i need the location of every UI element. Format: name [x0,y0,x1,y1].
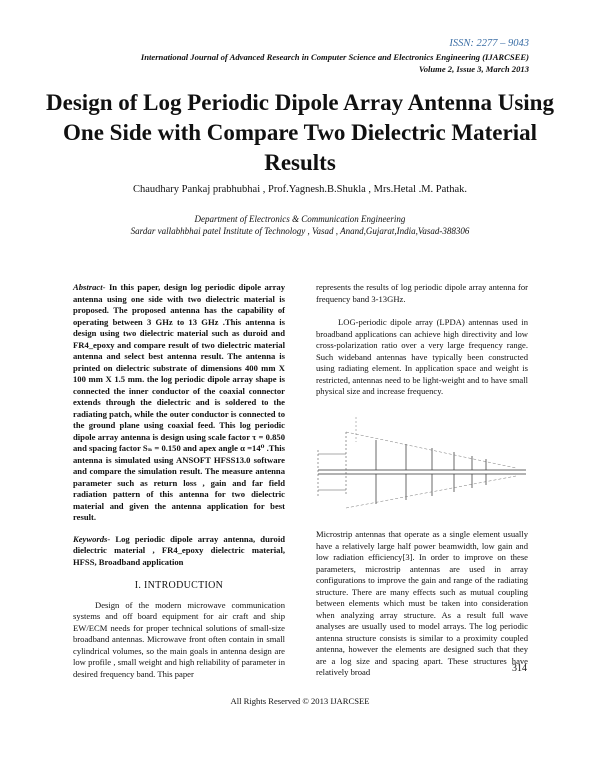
abstract [73,282,285,524]
abstract-label: Abstract- [73,282,106,292]
right-paragraph-3: Microstrip antennas that operate as a single element usually have a relatively large half power beamwidth, low gain and low radiation efficiency[3]. In order to improve on these parameters, microstrip antennas are used in array configurations to improve the gain and range of the radiating structure. There are many effects such as mutual coupling between elements which must be taken into consideration when analyzing array structure. As a result full wave analyses are usually used to model arrays. The log periodic antenna structure consists is similar to a proximity coupled antenna, however the elements are designed such that they are a log size and spacing apart. These structures have relatively broad [316,529,528,677]
section-heading-introduction: I. INTRODUCTION [134,580,224,591]
journal-header [0,51,529,75]
keywords [73,534,285,569]
journal-volume: Volume 2, Issue 3, March 2013 [418,64,529,74]
intro-paragraph: Design of the modern microwave communication systems and off board equipment for air craft and ship EW/ECM needs for proper technical solutions of small-size broadband antennas. Microwave front often contain in small cylindrical volumes, so the main goals in antenna design are low profile , small weight and high reliability of parameter in desired frequency band. This paper [73,599,285,679]
abstract-text: In this paper, design log periodic dipole array antenna using one side with two dielectric material is proposed. The proposed antenna has the capability of operating between 3 GHz to 13 GHz .This antenna is design using two dielectric material such as duroid and FR4_epoxy and compare result of two dielectric material antenna and select best antenna result. The antenna is printed on dielectric substrate of dimensions 400 mm X 100 mm X 1.5 mm. the log periodic dipole array shape is connected the inner conductor of the coaxial connector extends through the dielectric and is soldered to the radiating patch, while the outer conductor is connected to the ground plane using coaxial feed. This log periodic dipole array antenna is design using scale factor τ = 0.850 and spacing factor Sₙ = 0.150 and apex angle α =14⁰ .This antenna is simulated using ANSOFT HFSS13.0 software and compare the simulation result. The measure antenna parameter such as return loss , gain and far field radiation pattern of this antenna for two dielectric material and given the antenna application for best result. [73,282,285,522]
issn: ISSN: 2277 – 9043 [449,38,529,49]
affiliation-dept: Department of Electronics & Communication Engineering [194,214,406,224]
keywords-label: Keywords- [73,533,111,544]
journal-name: International Journal of Advanced Research in Computer Science and Electronics Engineering (IJARCSEE) [140,52,529,62]
right-paragraph-2: LOG-periodic dipole array (LPDA) antennas used in broadband applications can achieve high directivity and low cross-polarization ratio over a very large frequency range. Such wideband antennas have typically been constructed using radiating element. In application space and weight is restricted, antennas need to be light-weight and to have small physical size and increase frequency. [316,317,528,396]
affiliation [40,213,560,237]
page-number: 314 [512,663,527,674]
lpda-antenna-figure [316,412,528,512]
affiliation-institute: Sardar vallabhbhai patel Institute of Technology , Vasad , Anand,Gujarat,India,Vasad-388306 [130,226,470,236]
left-column [73,282,285,680]
right-column [316,282,528,679]
footer-copyright: All Rights Reserved © 2013 IJARCSEE [230,696,370,706]
right-paragraph-1: represents the results of log periodic dipole array antenna for frequency band 3-13GHz. [316,282,528,304]
authors: Chaudhary Pankaj prabhubhai , Prof.Yagnesh.B.Shukla , Mrs.Hetal .M. Pathak. [132,184,468,195]
paper-title: Design of Log Periodic Dipole Array Antenna Using One Side with Compare Two Dielectric Material Results [46,90,554,175]
keywords-text: Log periodic dipole array antenna, duroid dielectric material , FR4_epoxy dielectric material, HFSS, Broadband application [73,533,285,567]
